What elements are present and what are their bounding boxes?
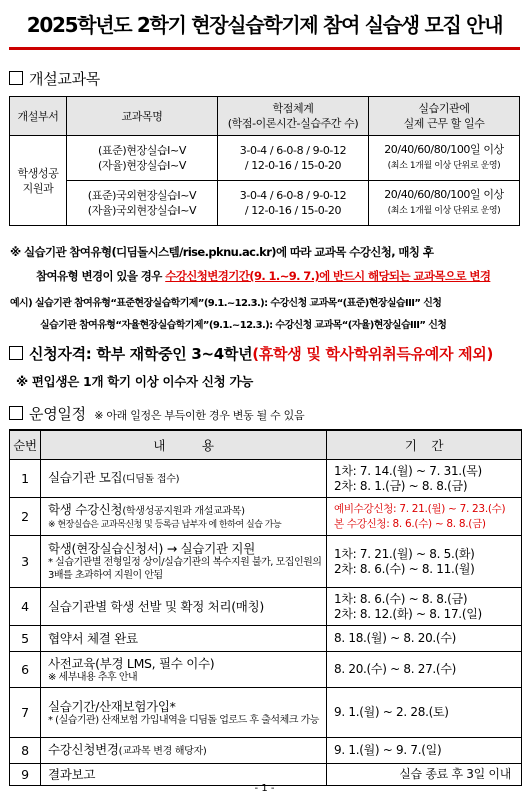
content-sub: ※ 세부내용 추후 안내 [48, 671, 138, 683]
table-row [10, 536, 522, 588]
period-line: 1차: 7. 14.(월) ~ 7. 31.(목) [334, 463, 482, 478]
section-eligibility [9, 343, 493, 364]
period-cell [327, 626, 522, 652]
period-line: 2차: 8. 6.(수) ~ 8. 11.(월) [334, 561, 475, 576]
days-note: (최소 1개월 이상 단위로 운영) [387, 161, 501, 171]
section-courses [9, 68, 100, 89]
period-cell [327, 588, 522, 626]
credit-cell [218, 136, 369, 181]
credit-cell [218, 181, 369, 226]
header-no: 순번 [10, 430, 41, 460]
period-line: 8. 18.(월) ~ 8. 20.(수) [334, 631, 456, 645]
period-cell [327, 460, 522, 498]
content-cell [41, 626, 327, 652]
credit-text: / 12-0-16 / 15-0-20 [244, 159, 342, 172]
row-number: 3 [10, 536, 41, 588]
table-row [10, 652, 522, 688]
content-paren: (교과목 변경 해당자) [118, 746, 207, 757]
notice-line-1: ※ 실습기관 참여유형(디딤돌시스템/rise.pknu.ac.kr)에 따라 교과목 수강신청, 매칭 후 [10, 245, 434, 259]
header-credit-1: 학점체계 [272, 102, 314, 115]
notice-line-2-red: 수강신청변경기간(9. 1.~9. 7.)에 반드시 해당되는 교과목으로 변경 [165, 269, 491, 283]
row-number: 9 [10, 764, 41, 786]
row-number: 5 [10, 626, 41, 652]
content-cell [41, 652, 327, 688]
course-name: (자율)현장실습Ⅰ~Ⅴ [98, 159, 186, 172]
section-courses-label: 개설교과목 [29, 70, 100, 88]
course-name: (표준)국외현장실습Ⅰ~Ⅴ [87, 189, 197, 202]
credit-text: / 12-0-16 / 15-0-20 [244, 204, 342, 217]
table-row [10, 688, 522, 738]
content-sub: * (실습기관) 산재보험 가입내역을 디딤돌 업로드 후 출석체크 가능 [48, 714, 319, 726]
period-cell [327, 536, 522, 588]
table-row [10, 626, 522, 652]
period-line: 2차: 8. 1.(금) ~ 8. 8.(금) [334, 478, 468, 493]
days-text: 20/40/60/80/100일 이상 [384, 143, 504, 156]
row-number: 6 [10, 652, 41, 688]
schedule-label: 운영일정 [29, 405, 86, 423]
content-cell [41, 498, 327, 536]
content-cell [41, 738, 327, 764]
row-number: 4 [10, 588, 41, 626]
period-line: 실습 종료 후 3일 이내 [399, 767, 511, 781]
credit-text: 3-0-4 / 6-0-8 / 9-0-12 [239, 189, 347, 202]
header-dept: 개설부서 [10, 97, 67, 136]
header-days-2: 실제 근무 할 일수 [403, 117, 485, 130]
courses-table [9, 96, 520, 226]
schedule-note: ※ 아래 일정은 부득이한 경우 변동 될 수 있음 [94, 409, 305, 422]
content-main: 실습기간/산재보험가입* [48, 698, 176, 714]
header-days [369, 97, 520, 136]
period-line: 예비수강신청: 7. 21.(월) ~ 7. 23.(수) [334, 502, 506, 515]
row-number: 7 [10, 688, 41, 738]
content-sub: * 실습기관별 전형일정 상이/실습기관의 복수지원 불가, 모집인원의 3배를 초과하여 지원이 안됨 [48, 557, 322, 581]
header-content: 내 용 [41, 430, 327, 460]
credit-text: 3-0-4 / 6-0-8 / 9-0-12 [239, 144, 347, 157]
period-line: 2차: 8. 12.(화) ~ 8. 17.(일) [334, 606, 482, 621]
period-line: 1차: 8. 6.(수) ~ 8. 8.(금) [334, 591, 468, 606]
table-row [10, 738, 522, 764]
content-paren: (학생성공지원과 개설교과목) [122, 505, 245, 517]
table-row [10, 498, 522, 536]
content-cell [41, 460, 327, 498]
content-paren: (디딤돌 접수) [122, 474, 180, 485]
content-cell [41, 588, 327, 626]
course-cell [67, 181, 218, 226]
content-main: 실습기관 모집 [48, 470, 123, 485]
dept-line: 지원과 [22, 181, 54, 195]
period-line: 9. 1.(월) ~ 2. 28.(토) [334, 705, 449, 719]
days-text: 20/40/60/80/100일 이상 [384, 188, 504, 201]
period-line: 본 수강신청: 8. 6.(수) ~ 8. 8.(금) [334, 517, 486, 530]
eligibility-label: 신청자격: 학부 재학중인 3~4학년 [29, 345, 253, 363]
notice-line-2-a: 참여유형 변경이 있을 경우 [36, 269, 166, 283]
header-days-1: 실습기관에 [418, 102, 470, 115]
table-row [10, 460, 522, 498]
dept-line: 학생성공 [17, 166, 59, 180]
content-main: 학생 수강신청 [48, 501, 123, 517]
course-name: (표준)현장실습Ⅰ~Ⅴ [98, 144, 186, 157]
content-main: 협약서 체결 완료 [48, 631, 138, 646]
content-main: 실습기관별 학생 선발 및 확정 처리(매칭) [48, 599, 264, 614]
content-main: 사전교육(부경 LMS, 필수 이수) [48, 655, 215, 671]
row-number: 2 [10, 498, 41, 536]
period-line: 1차: 7. 21.(월) ~ 8. 5.(화) [334, 546, 475, 561]
checkbox-square-icon [9, 406, 23, 420]
content-main: 학생(현장실습신청서) → 실습기관 지원 [48, 541, 255, 556]
header-credit [218, 97, 369, 136]
days-cell [369, 181, 520, 226]
table-row [10, 136, 520, 181]
row-number: 8 [10, 738, 41, 764]
period-cell [327, 738, 522, 764]
section-schedule [9, 403, 304, 424]
example-line-1: 예시) 실습기관 참여유형“표준현장실습학기제”(9.1.~12.3.): 수강신청 교과목“(표준)현장실습III” 신청 [10, 298, 442, 309]
row-number: 1 [10, 460, 41, 498]
header-course: 교과목명 [67, 97, 218, 136]
content-cell [41, 688, 327, 738]
page-title: 2025학년도 2학기 현장실습학기제 참여 실습생 모집 안내 [26, 13, 503, 37]
page-number: - 1 - [254, 783, 275, 794]
content-main: 결과보고 [48, 767, 96, 782]
title-bar [9, 5, 520, 50]
dept-cell [10, 136, 67, 226]
header-credit-2: (학점-이론시간-실습주간 수) [227, 117, 359, 130]
eligibility-red: (휴학생 및 학사학위취득유예자 제외) [252, 345, 494, 363]
period-line: 8. 20.(수) ~ 8. 27.(수) [334, 662, 456, 676]
content-sub: ※ 현장실습은 교과목신청 및 등록금 납부자 에 한하여 실습 가능 [48, 519, 282, 530]
notice-line-2 [36, 268, 490, 284]
schedule-table [9, 429, 522, 786]
period-cell [327, 688, 522, 738]
example-line-2: 실습기관 참여유형“자율현장실습학기제”(9.1.~12.3.): 수강신청 교과목“(자율)현장실습III” 신청 [40, 320, 447, 331]
checkbox-square-icon [9, 71, 23, 85]
table-row [10, 181, 520, 226]
eligibility-note: ※ 편입생은 1개 학기 이상 이수자 신청 가능 [16, 374, 254, 389]
content-cell [41, 536, 327, 588]
days-cell [369, 136, 520, 181]
course-cell [67, 136, 218, 181]
period-line: 9. 1.(월) ~ 9. 7.(일) [334, 743, 442, 757]
days-note: (최소 1개월 이상 단위로 운영) [387, 206, 501, 216]
course-name: (자율)국외현장실습Ⅰ~Ⅴ [87, 204, 197, 217]
checkbox-square-icon [9, 346, 23, 360]
content-main: 수강신청변경 [48, 742, 119, 757]
header-period: 기 간 [327, 430, 522, 460]
table-row [10, 588, 522, 626]
period-cell [327, 498, 522, 536]
period-cell [327, 652, 522, 688]
